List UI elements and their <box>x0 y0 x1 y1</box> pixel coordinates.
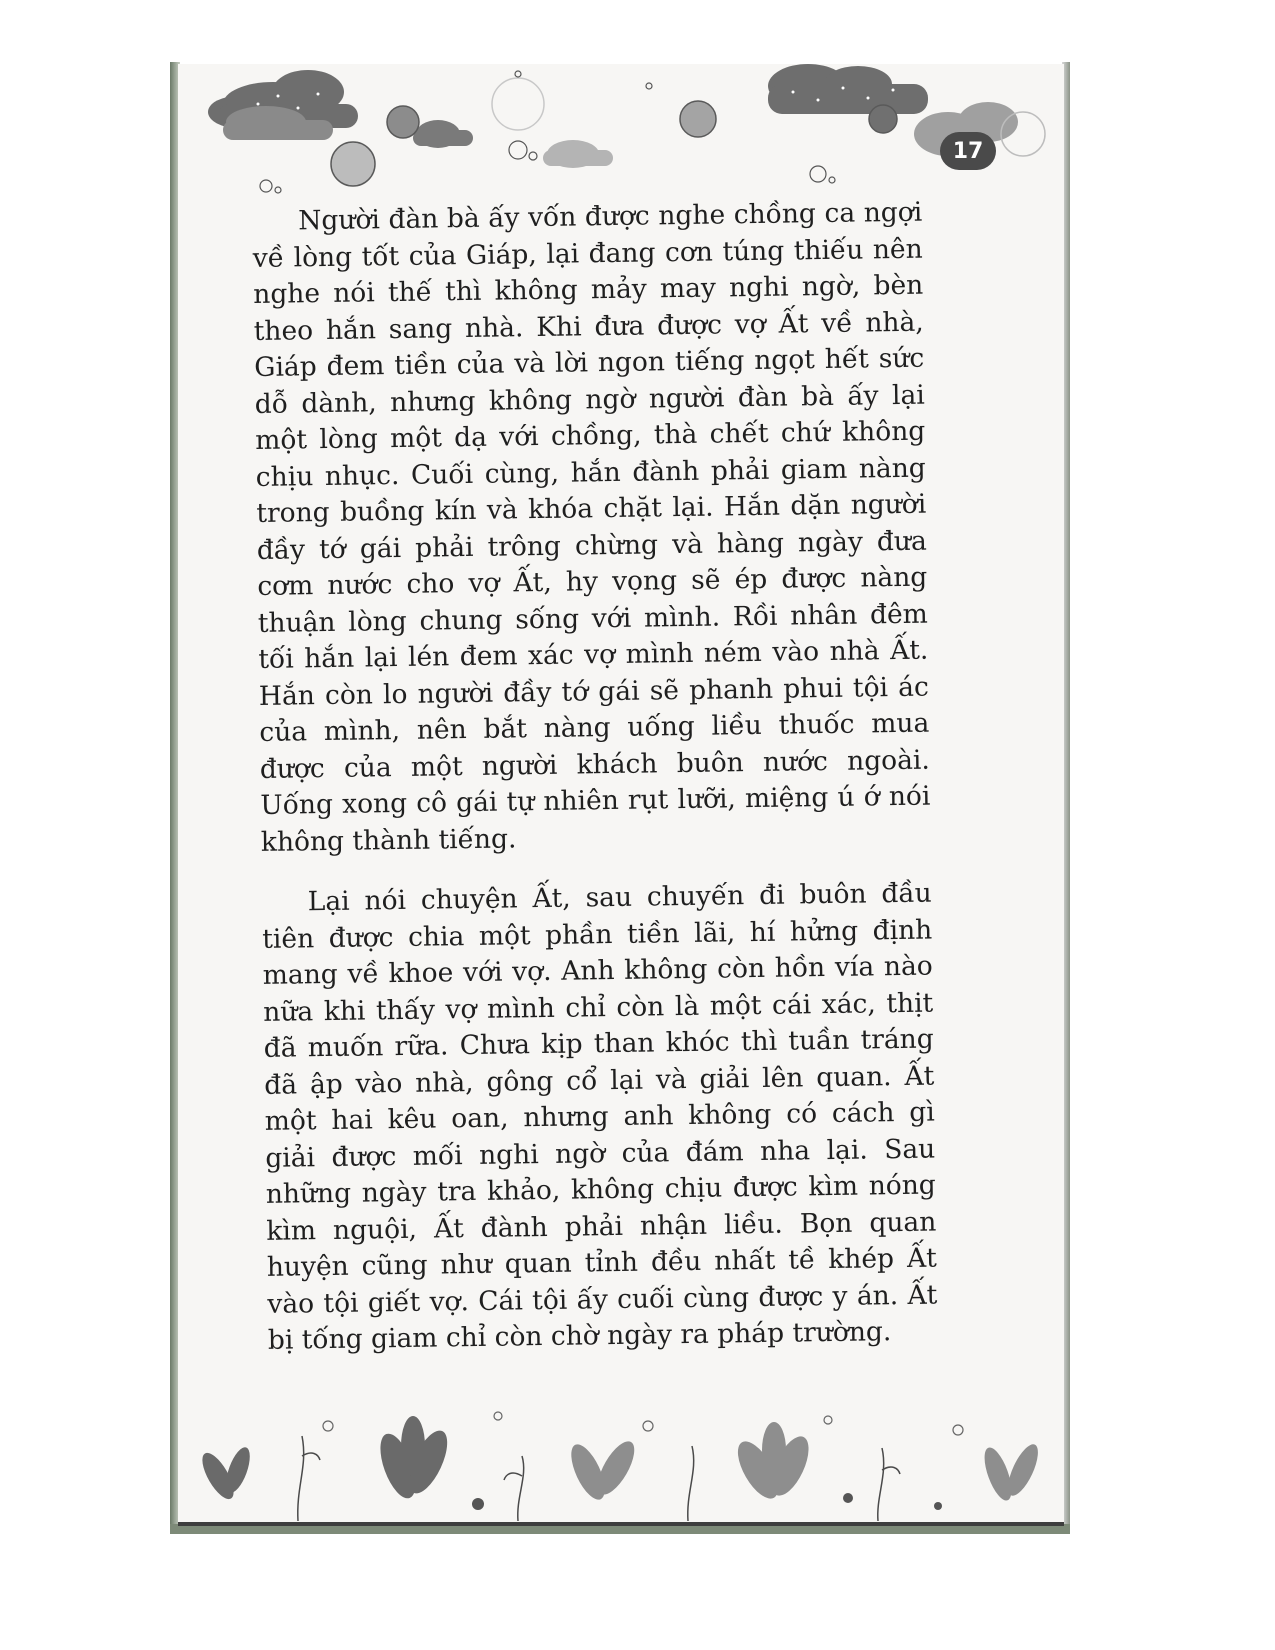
cloud-icon <box>543 140 613 168</box>
paragraph: Lại nói chuyện Ất, sau chuyến đi buôn đầu tiên được chia một phần tiền lãi, hí hửng định mang về khoe với vợ. Anh không còn hồn vía nào nữa khi thấy vợ mình chỉ còn là một cái xác, thịt đã muốn rữa. Chưa kịp than khóc thì tuần tráng đã ập vào nhà, gông cổ lại và giải lên quan. Ất một hai kêu oan, nhưng anh không có cách gì giải được mối nghi ngờ của đám nha lại. Sau những ngày tra khảo, không chịu được kìm nóng kìm nguội, Ất đành phải nhận liều. Bọn quan huyện cũng như quan tỉnh đều nhất tề khép Ất vào tội giết vợ. Cái tội ấy cuối cùng được y án. Ất bị tống giam chỉ còn chờ ngày ra pháp trường. <box>262 877 938 1356</box>
cloud-icon <box>768 64 928 114</box>
leaf-and-plant-icons <box>178 1386 1064 1526</box>
story-text <box>252 195 938 1384</box>
cloud-and-bubble-icons <box>178 64 1064 214</box>
paragraph: Người đàn bà ấy vốn được nghe chồng ca ngợi về lòng tốt của Giáp, lại đang cơn túng thiếu nên nghe nói thế thì không mảy may nghi ngờ, bèn theo hắn sang nhà. Khi đưa được vợ Ất về nhà, Giáp đem tiền của và lời ngon tiếng ngọt hết sức dỗ dành, nhưng không ngờ người đàn bà ấy lại một lòng một dạ với chồng, thà chết chứ không chịu nhục. Cuối cùng, hắn đành phải giam nàng trong buồng kín và khóa chặt lại. Hắn dặn người đầy tớ gái phải trông chừng và hàng ngày đưa cơm nước cho vợ Ất, hy vọng sẽ ép được nàng thuận lòng chung sống với mình. Rồi nhân đêm tối hắn lại lén đem xác vợ mình ném vào nhà Ất. Hắn còn lo người đầy tớ gái sẽ phanh phui tội ác của mình, nên bắt nàng uống liều thuốc mua được của một người khách buôn nước ngoài. Uống xong cô gái tự nhiên rụt lưỡi, miệng ú ớ nói không thành tiếng. <box>252 196 931 858</box>
ground-line <box>178 1522 1064 1526</box>
cloud-icon <box>413 120 473 148</box>
flower-icon <box>472 1493 942 1510</box>
leaf-icon <box>564 1422 1043 1505</box>
book-page <box>178 64 1064 1526</box>
page-number-badge: 17 <box>940 132 996 170</box>
leaf-icon <box>196 1416 455 1504</box>
